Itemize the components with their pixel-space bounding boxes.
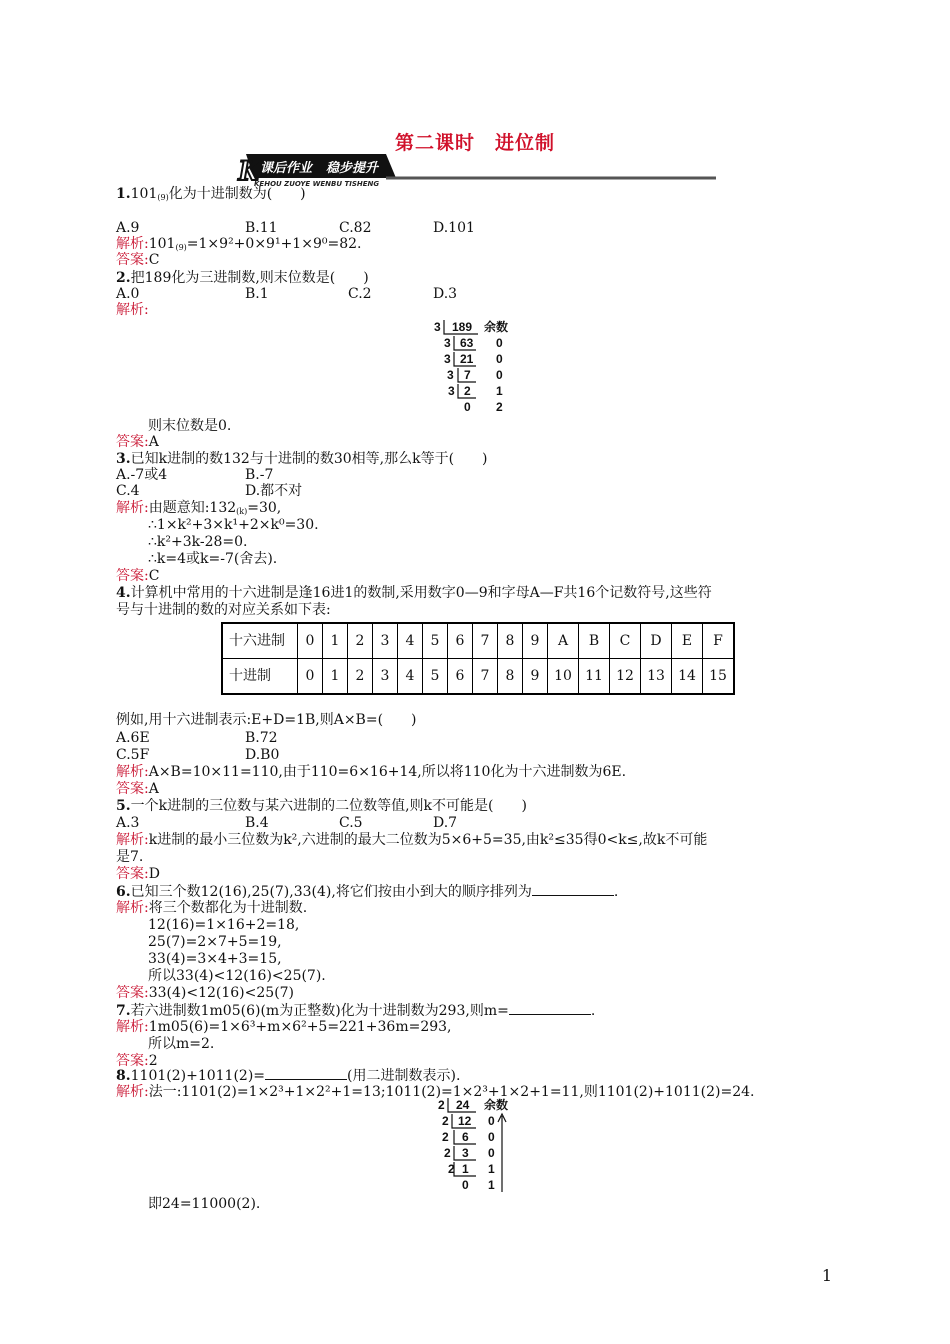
q4-example: 例如,用十六进制表示:E+D=1B,则A×B=( ) <box>116 712 417 728</box>
svg-text:1: 1 <box>462 1162 469 1176</box>
svg-text:6: 6 <box>462 1130 469 1144</box>
q6-solution-line4: 33(4)=3×4+3=15, <box>148 951 282 967</box>
q2-opt-b: B.1 <box>245 286 269 302</box>
table-cell: 6 <box>448 623 473 659</box>
q7-solution-line2: 所以m=2. <box>148 1036 215 1052</box>
q2-opt-a: A.0 <box>116 286 140 302</box>
q3-opt-a: A.-7或4 <box>116 467 168 483</box>
q1-opt-b: B.11 <box>245 220 278 236</box>
table-cell: 7 <box>473 623 498 659</box>
page-title: 第二课时 进位制 <box>394 132 555 154</box>
svg-text:3: 3 <box>447 368 454 382</box>
svg-text:1: 1 <box>488 1162 495 1176</box>
svg-text:63: 63 <box>460 336 474 350</box>
svg-text:189: 189 <box>452 320 473 334</box>
q5-answer: 答案:D <box>116 866 160 882</box>
table-cell: A <box>548 623 579 659</box>
table-cell: E <box>672 623 703 659</box>
svg-text:1: 1 <box>488 1178 495 1192</box>
q7-stem: 7.若六进制数1m05(6)(m为正整数)化为十进制数为293,则m= . <box>116 1003 596 1019</box>
q3-opt-b: B.-7 <box>245 467 274 483</box>
svg-text:0: 0 <box>496 336 503 350</box>
q4-solution: 解析:A×B=10×11=110,由于110=6×16+14,所以将110化为十六进制数为6E. <box>116 764 627 780</box>
q4-answer: 答案:A <box>116 781 159 797</box>
q5-opt-d: D.7 <box>433 815 458 831</box>
q5-stem: 5.一个k进制的三位数与某六进制的二位数等值,则k不可能是( ) <box>116 798 527 814</box>
table-cell: C <box>610 623 641 659</box>
q5-opt-c: C.5 <box>339 815 363 831</box>
q3-solution-line1: 解析:由题意知$:132_{(k)}=30$, <box>116 500 282 516</box>
banner-sub: 稳步提升 <box>326 161 379 176</box>
banner-k-letter: K <box>238 154 259 186</box>
table-cell: 11 <box>579 659 610 695</box>
q6-solution-line1: 解析:将三个数都化为十进制数. <box>116 900 308 916</box>
hex-decimal-table <box>221 622 735 695</box>
q1-opt-c: C.82 <box>339 220 372 236</box>
table-cell: 12 <box>610 659 641 695</box>
svg-text:2: 2 <box>442 1114 449 1128</box>
table-cell: 4 <box>398 659 423 695</box>
q8-stem: 8.1101(2)+1011(2)= (用二进制数表示). <box>116 1068 461 1084</box>
table-cell: 0 <box>298 623 323 659</box>
table-cell: 6 <box>448 659 473 695</box>
q5-solution-line1: 解析:k进制的最小三位数为k²,六进制的最大二位数为5×6+5=35,由k²≤35得0<k≤,故k不可能 <box>116 832 708 848</box>
q6-solution-line5: 所以33(4)<12(16)<25(7). <box>148 968 326 984</box>
svg-text:2: 2 <box>448 1162 455 1176</box>
q7-solution: 解析:1m05(6)=1×6³+m×6²+5=221+36m=293, <box>116 1019 452 1035</box>
svg-text:余数: 余数 <box>484 320 509 334</box>
table-header-hex: 十六进制 <box>222 623 298 659</box>
svg-text:24: 24 <box>456 1098 470 1112</box>
banner-pinyin: KEHOU ZUOYE WENBU TISHENG <box>254 180 380 186</box>
q2-division-diagram <box>430 318 540 418</box>
table-cell: 14 <box>672 659 703 695</box>
q1-answer: 答案:C <box>116 252 160 268</box>
q2-opt-d: D.3 <box>433 286 458 302</box>
svg-text:0: 0 <box>464 400 471 414</box>
q4-stem-line1: 4.计算机中常用的十六进制是逢16进1的数制,采用数字0—9和字母A—F共16个记数符号,这些符 <box>116 585 712 601</box>
q4-opt-c: C.5F <box>116 747 150 763</box>
q6-solution-line3: 25(7)=2×7+5=19, <box>148 934 282 950</box>
q8-blank <box>265 1067 347 1080</box>
table-cell: 13 <box>641 659 672 695</box>
q2-conclusion: 则末位数是0. <box>148 418 232 434</box>
svg-text:2: 2 <box>438 1098 445 1112</box>
q2-stem: 2.把189化为三进制数,则末位数是( ) <box>116 270 369 286</box>
svg-text:余数: 余数 <box>484 1098 509 1112</box>
table-cell: 5 <box>423 659 448 695</box>
table-cell: D <box>641 623 672 659</box>
svg-text:3: 3 <box>434 320 441 334</box>
q5-solution-line2: 是7. <box>116 849 144 865</box>
q3-answer: 答案:C <box>116 568 160 584</box>
q4-stem-line2: 号与十进制的数的对应关系如下表: <box>116 602 331 618</box>
q5-opt-b: B.4 <box>245 815 269 831</box>
q4-opt-a: A.6E <box>116 730 150 746</box>
q8-conclusion: 即24=11000(2). <box>148 1196 261 1212</box>
svg-text:2: 2 <box>464 384 471 398</box>
q6-blank <box>532 883 614 896</box>
svg-text:3: 3 <box>444 352 451 366</box>
q6-stem: 6.已知三个数12(16),25(7),33(4),将它们按由小到大的顺序排列为 . <box>116 884 619 900</box>
svg-text:0: 0 <box>488 1146 495 1160</box>
q4-opt-d: D.B0 <box>245 747 280 763</box>
q7-answer: 答案:2 <box>116 1053 158 1069</box>
q8-division-diagram <box>434 1096 524 1196</box>
table-row <box>222 623 734 659</box>
svg-text:0: 0 <box>488 1114 495 1128</box>
q2-opt-c: C.2 <box>348 286 372 302</box>
svg-text:2: 2 <box>496 400 503 414</box>
table-row <box>222 659 734 695</box>
table-cell: 3 <box>373 659 398 695</box>
table-cell: 15 <box>703 659 735 695</box>
table-cell: 4 <box>398 623 423 659</box>
table-cell: 8 <box>498 623 523 659</box>
q3-solution-line4: ∴k=4或k=-7(舍去). <box>148 551 278 567</box>
table-cell: 2 <box>348 659 373 695</box>
table-cell: 8 <box>498 659 523 695</box>
q2-answer: 答案:A <box>116 434 159 450</box>
svg-text:3: 3 <box>448 384 455 398</box>
q6-answer: 答案:33(4)<12(16)<25(7) <box>116 985 295 1001</box>
table-cell: 9 <box>523 623 548 659</box>
svg-text:21: 21 <box>460 352 474 366</box>
table-header-dec: 十进制 <box>222 659 298 695</box>
table-cell: 0 <box>298 659 323 695</box>
svg-text:2: 2 <box>442 1130 449 1144</box>
svg-text:3: 3 <box>444 336 451 350</box>
table-cell: 1 <box>323 659 348 695</box>
svg-text:12: 12 <box>458 1114 472 1128</box>
table-cell: 9 <box>523 659 548 695</box>
q3-opt-d: D.都不对 <box>245 483 303 499</box>
table-cell: 2 <box>348 623 373 659</box>
table-cell: 1 <box>323 623 348 659</box>
q8-solution: 解析:法一:1101(2)=1×2³+1×2²+1=13;1011(2)=1×2³+1×2+1=11,则1101(2)+1011(2)=24. <box>116 1084 755 1100</box>
q3-solution-line3: ∴k²+3k-28=0. <box>148 534 248 550</box>
svg-text:1: 1 <box>496 384 503 398</box>
table-cell: 3 <box>373 623 398 659</box>
page-number: 1 <box>821 1266 832 1285</box>
table-cell: B <box>579 623 610 659</box>
table-cell: 10 <box>548 659 579 695</box>
q3-stem: 3.已知k进制的数132与十进制的数30相等,那么k等于( ) <box>116 451 488 467</box>
table-cell: 5 <box>423 623 448 659</box>
banner-main: 课后作业 <box>260 161 313 176</box>
q1-opt-d: D.101 <box>433 220 475 236</box>
q6-solution-line2: 12(16)=1×16+2=18, <box>148 917 300 933</box>
svg-text:0: 0 <box>496 368 503 382</box>
svg-text:7: 7 <box>464 368 471 382</box>
table-cell: 7 <box>473 659 498 695</box>
svg-text:0: 0 <box>496 352 503 366</box>
svg-text:0: 0 <box>462 1178 469 1192</box>
q3-opt-c: C.4 <box>116 483 140 499</box>
q3-solution-line2: ∴1×k²+3×k¹+2×k⁰=30. <box>148 517 319 533</box>
q7-blank <box>509 1002 591 1015</box>
svg-text:0: 0 <box>488 1130 495 1144</box>
q4-opt-b: B.72 <box>245 730 278 746</box>
q2-jiexi-label: 解析: <box>116 302 149 318</box>
svg-text:3: 3 <box>462 1146 469 1160</box>
q5-opt-a: A.3 <box>116 815 140 831</box>
table-cell: F <box>703 623 735 659</box>
section-banner <box>236 152 716 186</box>
q1-opt-a: A.9 <box>116 220 140 236</box>
q1-stem: $1.101_{(9)}$化为十进制数为( ) <box>116 186 306 202</box>
q1-solution: 解析$:101_{(9)}=1\times 9^2+0\times 9^1+1\times 9^0=82$. <box>116 236 362 252</box>
svg-text:2: 2 <box>444 1146 451 1160</box>
